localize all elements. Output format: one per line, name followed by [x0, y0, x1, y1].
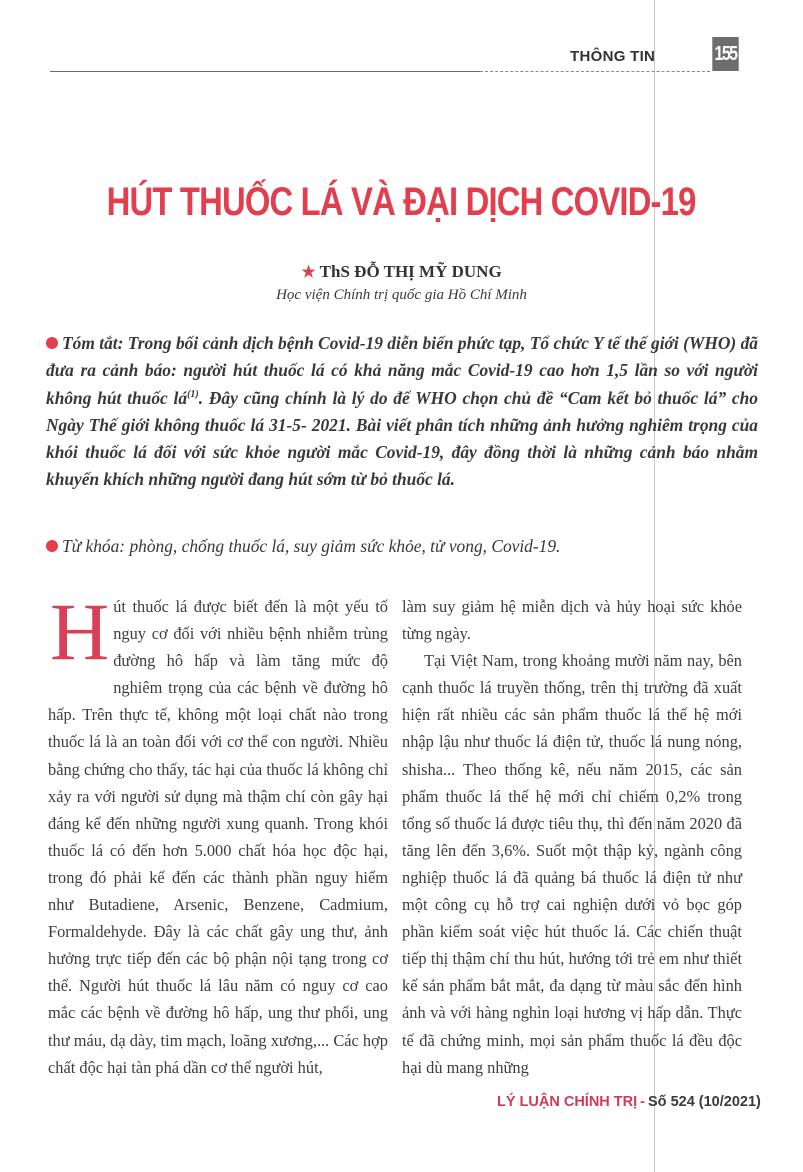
red-dot-icon: [46, 540, 58, 552]
author-name: ThS ĐỖ THỊ MỸ DUNG: [319, 262, 502, 281]
article-title: [0, 180, 803, 225]
abstract-text-part1: Tóm tắt: Trong bối cảnh dịch bệnh Covid-19 diễn biến phức tạp, Tổ chức Y tế thế giới (WHO) đã đưa ra cảnh báo: người hút thuốc lá có khả năng mắc Covid-19 cao hơn 1,5 lần so với người không hút thuốc lá: [46, 333, 758, 408]
keywords-text: Từ khóa: phòng, chống thuốc lá, suy giảm sức khỏe, tử vong, Covid-19.: [62, 536, 561, 556]
drop-cap: H: [50, 586, 110, 677]
journal-name: LÝ LUẬN CHÍNH TRỊ: [497, 1094, 638, 1110]
author-line: [0, 262, 803, 282]
keywords: [46, 533, 758, 560]
body-paragraph: Tại Việt Nam, trong khoảng mười năm nay, bên cạnh thuốc lá truyền thống, trên thị trường đã xuất hiện rất nhiều các sản phẩm thuốc lá thế hệ mới nhập lậu như thuốc lá điện tử, thuốc lá nung nóng, shisha... Theo thống kê, nếu năm 2015, các sản phẩm thuốc lá thế hệ mới chỉ chiếm 0,2% trong tổng số thuốc lá được tiêu thụ, thì đến năm 2020 đã tăng lên đến 3,6%. Suốt một thập kỷ, ngành công nghiệp thuốc lá đã quảng bá thuốc lá điện tử như một công cụ hỗ trợ cai nghiện dưới vỏ bọc góp phần kiểm soát việc hút thuốc lá. Các chiến thuật tiếp thị thậm chí thu hút, hướng tới trẻ em như thiết kế sản phẩm bắt mắt, đa dạng từ màu sắc đến hình ảnh và với hàng nghìn loại hương vị hấp dẫn. Thực tế đã chứng minh, mọi sản phẩm thuốc lá đều độc hại dù mang những: [402, 651, 742, 1077]
page-header: [0, 0, 803, 80]
page-footer: [497, 1094, 761, 1110]
issue-number: Số 524 (10/2021): [648, 1094, 761, 1110]
body-paragraph: út thuốc lá được biết đến là một yếu tố nguy cơ đối với nhiều bệnh nhiễm trùng đường hô hấp và làm tăng mức độ nghiêm trọng của các bệnh về đường hô hấp. Trên thực tế, không một loại chất nào trong thuốc lá là an toàn đối với cơ thể con người. Nhiều bằng chứng cho thấy, tác hại của thuốc lá không chỉ xảy ra với người sử dụng mà thậm chí còn gây hại đáng kể đến những người xung quanh. Trong khói thuốc lá có đến hơn 5.000 chất hóa học độc hại, trong đó phải kể đến các thành phần nguy hiểm như Butadiene, Arsenic, Benzene, Cadmium, Formaldehyde. Đây là các chất gây ung thư, ảnh hưởng trực tiếp đến các bộ phận nội tạng trong cơ thể. Người hút thuốc lá lâu năm có nguy cơ cao mắc các bệnh về đường hô hấp, ung thư phổi, ung thư máu, dạ dày, tim mạch, loãng xương,... Các hợp chất độc hại tàn phá dần cơ thể người hút,: [48, 597, 388, 1077]
footer-separator: -: [640, 1094, 646, 1110]
abstract: [46, 330, 758, 494]
body-paragraph: làm suy giảm hệ miễn dịch và hủy hoại sức khỏe từng ngày.: [402, 597, 742, 644]
body-column-right: [402, 593, 742, 1081]
author-affiliation: Học viện Chính trị quốc gia Hồ Chí Minh: [276, 287, 527, 303]
body-column-left: [48, 586, 388, 1081]
header-rule-dashed: [480, 71, 710, 72]
article-title-text: HÚT THUỐC LÁ VÀ ĐẠI DỊCH COVID-19: [107, 180, 696, 224]
header-rule: [50, 71, 480, 72]
star-icon: ★: [301, 264, 316, 281]
abstract-text-part2: . Đây cũng chính là lý do để WHO chọn chủ đề “Cam kết bỏ thuốc lá” cho Ngày Thế giới không thuốc lá 31-5- 2021. Bài viết phân tích những ảnh hưởng nghiêm trọng của khói thuốc lá đối với sức khỏe người mắc Covid-19, đây đồng thời là những cảnh báo nhằm khuyến khích những người đang hút sớm từ bỏ thuốc lá.: [46, 387, 758, 490]
red-dot-icon: [46, 337, 58, 349]
page-number: 155: [712, 37, 738, 71]
footnote-ref[interactable]: (1): [187, 388, 199, 400]
section-label: THÔNG TIN: [570, 48, 656, 65]
